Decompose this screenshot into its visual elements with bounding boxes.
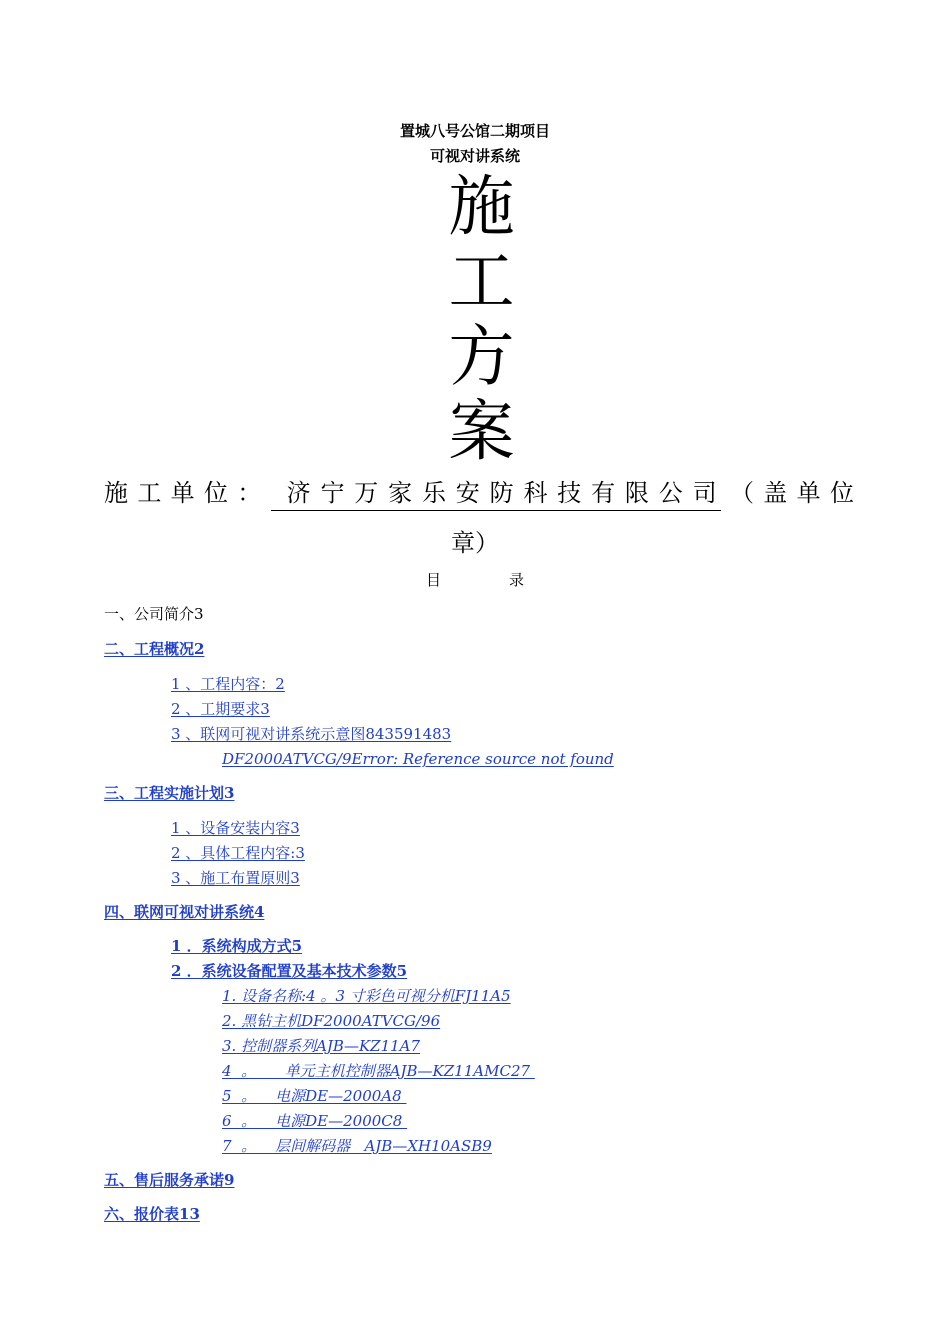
- toc-link[interactable]: 2. 黑钻主机DF2000ATVCG/96: [222, 1012, 441, 1030]
- toc-item[interactable]: [222, 986, 511, 1006]
- toc-item[interactable]: [171, 961, 407, 981]
- toc-item-label: 一、公司简介3: [104, 605, 204, 623]
- toc-item[interactable]: [104, 902, 264, 922]
- toc-item[interactable]: [171, 724, 451, 744]
- toc-link[interactable]: 1 ．系统构成方式5: [171, 937, 303, 955]
- company-name-char: 济: [286, 479, 311, 507]
- company-name-char: 宁: [320, 479, 345, 507]
- company-suffix-char: （: [729, 479, 754, 507]
- company-label-char: 施: [104, 479, 128, 507]
- toc-link[interactable]: 六、报价表13: [104, 1205, 200, 1223]
- company-suffix-char: 单: [796, 479, 821, 507]
- toc-item[interactable]: [171, 818, 300, 838]
- toc-item[interactable]: [222, 749, 614, 769]
- toc-link[interactable]: 7 。 层间解码器 AJB—XH10ASB9: [222, 1137, 492, 1155]
- company-name-char: 司: [692, 479, 717, 507]
- toc-item[interactable]: [104, 1204, 200, 1224]
- toc-link[interactable]: 4 。 单元主机控制器AJB—KZ11AMC27: [222, 1062, 535, 1080]
- toc-item[interactable]: [171, 699, 270, 719]
- toc-link[interactable]: 5 。 电源DE—2000A8: [222, 1087, 407, 1105]
- big-title-char-2: 工: [448, 243, 515, 320]
- toc-item[interactable]: [104, 783, 234, 803]
- company-label-char: 位: [203, 479, 228, 507]
- toc-link[interactable]: DF2000ATVCG/9Error: Reference source not found: [222, 750, 614, 768]
- company-name-char: 万: [354, 479, 379, 507]
- company-suffix-continued: 章）: [451, 529, 499, 557]
- toc-link[interactable]: 2 、具体工程内容:3: [171, 844, 305, 862]
- big-title-char-3: 方: [448, 318, 515, 395]
- toc-item[interactable]: [104, 1170, 234, 1190]
- toc-link[interactable]: 3. 控制器系列AJB—KZ11A7: [222, 1037, 421, 1055]
- toc-item[interactable]: [222, 1111, 407, 1131]
- toc-item[interactable]: [222, 1136, 492, 1156]
- toc-link[interactable]: 五、售后服务承诺9: [104, 1171, 235, 1189]
- company-name-char: 安: [455, 479, 480, 507]
- company-name-char: 乐: [421, 479, 446, 507]
- toc-link[interactable]: 6 。 电源DE—2000C8: [222, 1112, 408, 1130]
- toc-link[interactable]: 3 、施工布置原则3: [171, 869, 300, 887]
- toc-link[interactable]: 二、工程概况2: [104, 640, 205, 658]
- company-suffix-char: 位: [829, 479, 854, 507]
- toc-item[interactable]: [222, 1036, 420, 1056]
- toc-heading-left: 目: [425, 571, 441, 589]
- toc-link[interactable]: 3 、联网可视对讲系统示意图843591483: [171, 725, 452, 743]
- company-name: [271, 476, 721, 511]
- project-subtitle: 可视对讲系统: [429, 147, 520, 165]
- company-name-char: 科: [523, 479, 548, 507]
- company-label-char: 单: [170, 479, 195, 507]
- project-title: 置城八号公馆二期项目: [399, 122, 550, 140]
- toc-link[interactable]: 三、工程实施计划3: [104, 784, 235, 802]
- toc-heading: [0, 570, 950, 590]
- company-label-char: 工: [137, 479, 162, 507]
- company-label-char: ：: [237, 479, 262, 507]
- toc-item[interactable]: [171, 936, 302, 956]
- company-name-char: 防: [489, 479, 514, 507]
- toc-heading-right: 录: [509, 571, 525, 589]
- toc-link[interactable]: 1. 设备名称:4 。3 寸彩色可视分机FJ11A5: [222, 987, 511, 1005]
- toc-item: [104, 604, 204, 624]
- company-name-char: 家: [388, 479, 413, 507]
- toc-item[interactable]: [104, 639, 204, 659]
- toc-item[interactable]: [222, 1011, 440, 1031]
- toc-link[interactable]: 2 、工期要求3: [171, 700, 270, 718]
- toc-link[interactable]: 1 、工程内容：2: [171, 675, 285, 693]
- big-title-char-4: 案: [448, 393, 515, 470]
- toc-link[interactable]: 1 、设备安装内容3: [171, 819, 300, 837]
- company-name-char: 限: [624, 479, 649, 507]
- toc-item[interactable]: [222, 1061, 535, 1081]
- toc-item[interactable]: [171, 674, 285, 694]
- big-title-char-1: 施: [448, 168, 515, 245]
- company-name-char: 有: [591, 479, 616, 507]
- company-name-char: 技: [557, 479, 582, 507]
- company-line: [104, 476, 854, 511]
- toc-link[interactable]: 四、联网可视对讲系统4: [104, 903, 265, 921]
- toc-item[interactable]: [222, 1086, 406, 1106]
- toc-item[interactable]: [171, 868, 300, 888]
- company-suffix-char: 盖: [763, 479, 788, 507]
- company-name-char: 公: [658, 479, 683, 507]
- toc-link[interactable]: 2 ．系统设备配置及基本技术参数5: [171, 962, 408, 980]
- toc-item[interactable]: [171, 843, 305, 863]
